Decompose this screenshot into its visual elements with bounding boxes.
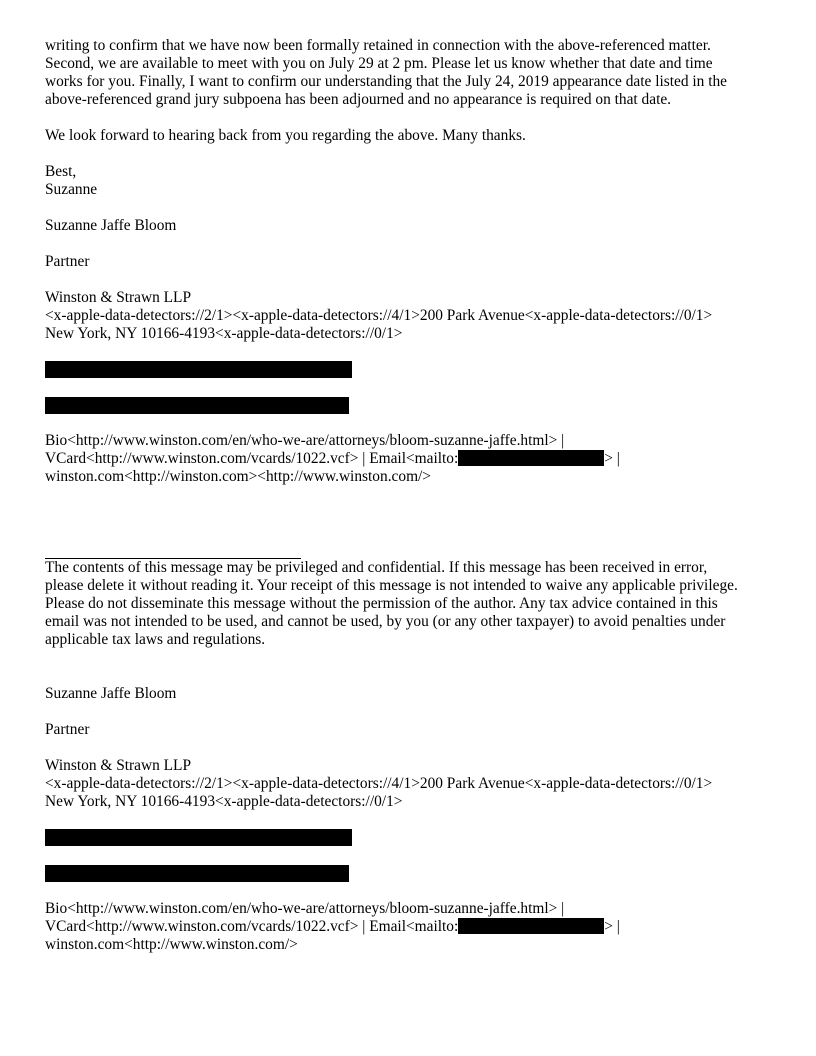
link-separator: > | xyxy=(604,918,620,935)
vcard-email-link[interactable]: VCard<http://www.winston.com/vcards/1022.vcf> | Email<mailto: xyxy=(45,450,459,467)
intro-line: above-referenced grand jury subpoena has been adjourned and no appearance is required on that date. xyxy=(45,91,672,108)
signature-block xyxy=(45,685,785,954)
redaction-bar xyxy=(45,865,349,882)
intro-line: writing to confirm that we have now been formally retained in connection with the above-referenced matter. xyxy=(45,37,711,54)
address-line: New York, NY 10166-4193<x-apple-data-detectors://0/1> xyxy=(45,793,403,810)
vcard-email-link[interactable]: VCard<http://www.winston.com/vcards/1022.vcf> | Email<mailto: xyxy=(45,918,459,935)
redaction-bar xyxy=(458,450,604,466)
disclaimer-line: please delete it without reading it. Your receipt of this message is not intended to waive any applicable privilege. xyxy=(45,577,738,594)
disclaimer-line: applicable tax laws and regulations. xyxy=(45,631,266,648)
followup-line: We look forward to hearing back from you regarding the above. Many thanks. xyxy=(45,127,526,144)
signature-address xyxy=(45,757,785,811)
redaction-bar xyxy=(45,829,352,846)
website-link[interactable]: winston.com<http://winston.com><http://www.winston.com/> xyxy=(45,468,431,485)
links-line[interactable]: Bio<http://www.winston.com/en/who-we-are/attorneys/bloom-suzanne-jaffe.html> | xyxy=(45,900,565,917)
intro-line: Second, we are available to meet with you on July 29 at 2 pm. Please let us know whether that date and time xyxy=(45,55,713,72)
links-line xyxy=(45,450,785,468)
website-link[interactable]: winston.com<http://www.winston.com/> xyxy=(45,936,298,953)
links-line[interactable]: Bio<http://www.winston.com/en/who-we-are/attorneys/bloom-suzanne-jaffe.html> | xyxy=(45,432,565,449)
links-line xyxy=(45,918,785,936)
email-body xyxy=(45,37,785,954)
firm-name: Winston & Strawn LLP xyxy=(45,289,192,306)
signature-address xyxy=(45,289,785,343)
redaction-bar xyxy=(45,397,349,414)
signature-name: Suzanne Jaffe Bloom xyxy=(45,685,177,702)
link-separator: > | xyxy=(604,450,620,467)
disclaimer-line: email was not intended to be used, and cannot be used, by you (or any other taxpayer) to avoid penalties under xyxy=(45,613,726,630)
signature-name: Suzanne Jaffe Bloom xyxy=(45,217,177,234)
disclaimer-line: The contents of this message may be privileged and confidential. If this message has been received in error, xyxy=(45,559,708,576)
signature-links xyxy=(45,900,785,954)
closing: Best, xyxy=(45,163,77,180)
firm-name: Winston & Strawn LLP xyxy=(45,757,192,774)
signature-links xyxy=(45,432,785,486)
address-line: <x-apple-data-detectors://2/1><x-apple-data-detectors://4/1>200 Park Avenue<x-apple-data-detectors://0/1> xyxy=(45,775,713,792)
disclaimer xyxy=(45,559,785,649)
intro-paragraph xyxy=(45,37,785,109)
redaction-bar xyxy=(458,918,604,934)
redaction-bar xyxy=(45,361,352,378)
address-line: New York, NY 10166-4193<x-apple-data-detectors://0/1> xyxy=(45,325,403,342)
sender-first-name: Suzanne xyxy=(45,181,98,198)
disclaimer-line: Please do not disseminate this message without the permission of the author. Any tax advice contained in this xyxy=(45,595,718,612)
address-line: <x-apple-data-detectors://2/1><x-apple-data-detectors://4/1>200 Park Avenue<x-apple-data-detectors://0/1> xyxy=(45,307,713,324)
intro-line: works for you. Finally, I want to confirm our understanding that the July 24, 2019 appearance date listed in the xyxy=(45,73,728,90)
signature-block xyxy=(45,217,785,486)
signature-title: Partner xyxy=(45,253,90,270)
signature-title: Partner xyxy=(45,721,90,738)
sign-off xyxy=(45,163,785,199)
